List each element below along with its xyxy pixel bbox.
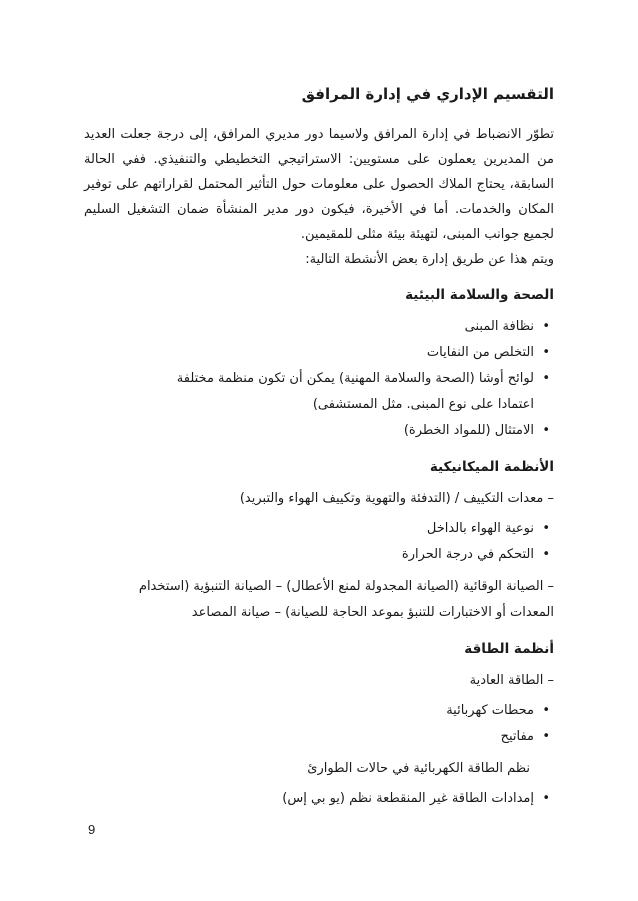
- list-item: • الامتثال (للمواد الخطرة): [84, 418, 534, 444]
- section-heading-energy: أنظمة الطاقة: [464, 641, 554, 657]
- dash-line: – معدات التكييف / (التدفئة والتهوية وتكييف الهواء والتبريد): [239, 491, 554, 506]
- list-item-continuation: اعتمادا على نوع المبنى. مثل المستشفى): [312, 397, 534, 412]
- list-item: [84, 366, 534, 418]
- intro-line: يعملون على مستويين: الاستراتيجي التخطيطي والتنفيذي. ففي الحالة السابقة، يحتاج الملاك: [84, 152, 554, 192]
- dash-line-continuation: المعدات أو الاختبارات للتنبؤ بموعد الحاجة للصيانة) – صيانة المصاعد: [191, 605, 554, 620]
- list-item-text: لوائح أوشا (الصحة والسلامة المهنية) يمكن أن تكون منظمة مختلفة: [176, 371, 534, 386]
- intro-last-line: ويتم هذا عن طريق إدارة بعض الأنشطة التالية:: [305, 252, 554, 267]
- list-item: • محطات كهربائية: [84, 698, 534, 724]
- dash-line: – الطاقة العادية: [469, 673, 554, 688]
- page-content: [84, 84, 554, 812]
- section-heading-mechanical: الأنظمة الميكانيكية: [429, 459, 554, 475]
- ups-list: [84, 786, 554, 812]
- energy-list: [84, 698, 554, 750]
- intro-paragraph: [84, 122, 554, 247]
- list-item: • مفاتيح: [84, 724, 534, 750]
- list-item: • إمدادات الطاقة غير المنقطعة نظم (يو بي إس): [84, 786, 534, 812]
- intro-line: الحصول على معلومات حول التأثير المحتمل لقراراتهم على توفير المكان والخدمات. أما في الأخيرة،: [84, 177, 555, 217]
- section-heading-health: الصحة والسلامة البيئية: [405, 287, 554, 303]
- intro-line: تطوّر الانضباط في إدارة المرافق ولاسيما دور مديري المرافق، إلى درجة جعلت العديد من المديرين: [84, 127, 554, 167]
- health-list: [84, 314, 554, 444]
- emergency-line: نظم الطاقة الكهربائية في حالات الطوارئ: [307, 761, 530, 776]
- list-item: • نظافة المبنى: [84, 314, 534, 340]
- page-number: 9: [88, 822, 96, 837]
- list-item: • التحكم في درجة الحرارة: [84, 542, 534, 568]
- list-item: • التخلص من النفايات: [84, 340, 534, 366]
- list-item: • نوعية الهواء بالداخل: [84, 516, 534, 542]
- dash-line-text: – الصيانة الوقائية (الصيانة المجدولة لمنع الأعطال) – الصيانة التنبؤية (استخدام: [138, 579, 554, 594]
- page-title: التقسيم الإداري في إدارة المرافق: [301, 85, 554, 103]
- intro-line: فيكون دور مدير المنشأة ضمان التشغيل السليم لجميع جوانب المبنى، لتهيئة بيئة مثلى للمقيمين.: [84, 202, 554, 242]
- mechanical-list: [84, 516, 554, 568]
- dash-line: [84, 574, 554, 626]
